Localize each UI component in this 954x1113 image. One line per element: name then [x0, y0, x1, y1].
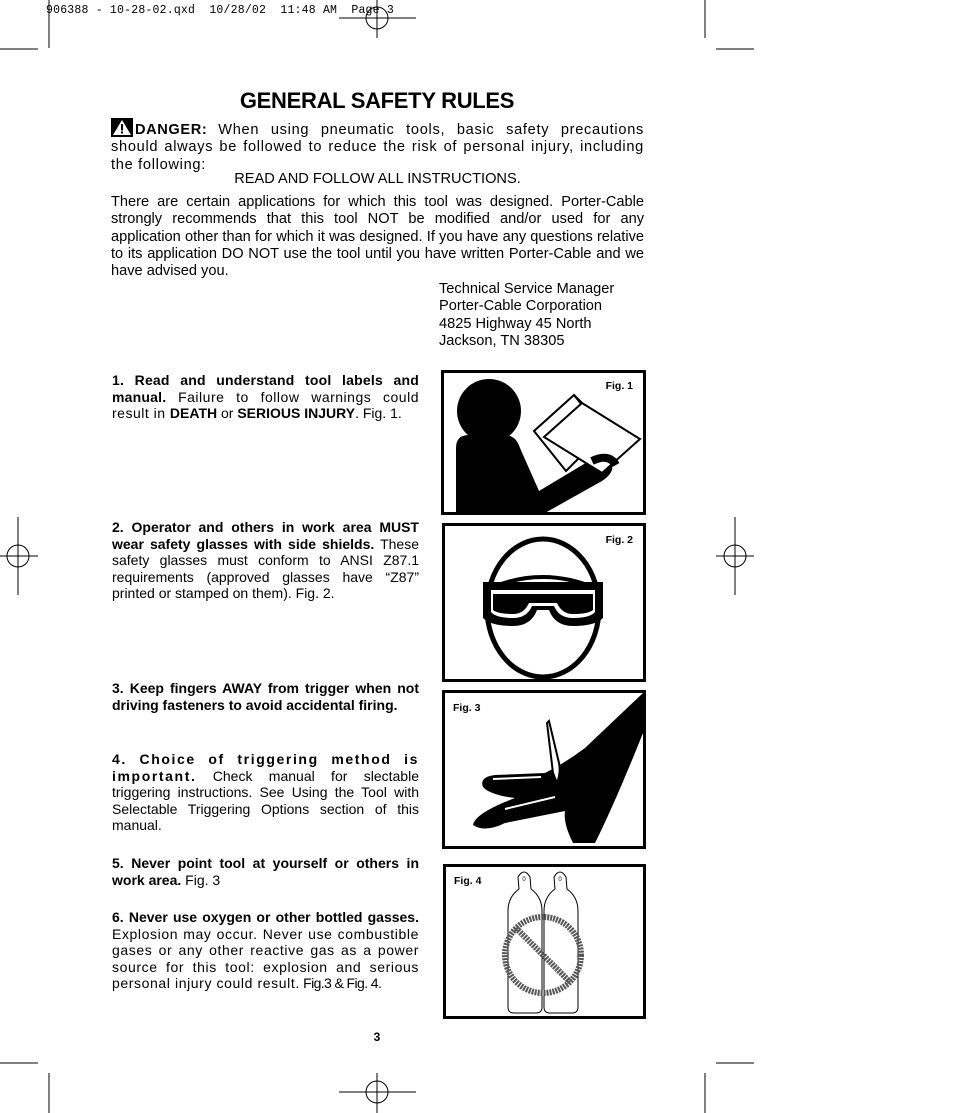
print-header: 906388 - 10-28-02.qxd 10/28/02 11:48 AM Page 3 [46, 4, 394, 17]
person-reading-manual-icon [444, 373, 643, 512]
rule-1-heading: 1. Read and understand tool labels and manual. [112, 372, 419, 405]
rule-2-number: 2 [112, 519, 120, 535]
danger-notice [111, 118, 644, 174]
rule-3-heading: 3. Keep fingers AWAY from trigger when not driving fasteners to avoid accidental firing. [112, 680, 419, 713]
rule-6-heading: 6. Never use oxygen or other bottled gasses. [112, 909, 419, 925]
gas-bottles-prohibited-icon [446, 867, 643, 1016]
contact-address [439, 281, 614, 350]
read-follow-instructions: READ AND FOLLOW ALL INSTRUCTIONS. [234, 171, 521, 187]
intro-paragraph: There are certain applications for which this tool was designed. Porter-Cable strongly recommends that this tool NOT be modified and/or used for any application other than for which it was designed. If you have any questions relative to its application DO NOT use the tool until you have written Porter-Cable and we have advised you. [111, 194, 644, 280]
rule-5-heading: 5. Never point tool at yourself or others in work area. [112, 855, 419, 888]
figure-3 [442, 690, 646, 849]
warning-triangle-icon [111, 118, 133, 137]
figure-1 [441, 370, 646, 515]
rule-4: 4. Choice of triggering method is important. Check manual for slectable triggering instructions. See Using the Tool with Selectable Triggering Options section of this manual. [112, 751, 419, 834]
rule-2: 2. Operator and others in work area MUST wear safety glasses with side shields. These safety glasses must conform to ANSI Z87.1 requirements (approved glasses have “Z87” printed or stamped on them). Fig. 2. [112, 519, 419, 602]
svg-text:0: 0 [558, 877, 562, 883]
rule-6: 6. Never use oxygen or other bottled gasses. Explosion may occur. Never use combustible gases or any other reactive gas as a power source for this tool: explosion and serious personal injury could result. Fig.3 & Fig. 4. [112, 909, 419, 992]
rule-2-heading: . Operator and others in work area MUST wear safety glasses with side shields. [112, 519, 419, 552]
hand-fastener-icon [445, 693, 643, 846]
rule-5: 5. Never point tool at yourself or others in work area. Fig. 3 [112, 855, 419, 888]
page-number: 3 [373, 1030, 381, 1044]
address-line: Porter-Cable Corporation [439, 298, 603, 315]
figure-2 [442, 523, 646, 682]
danger-text: When using pneumatic tools, basic safety precautions should always be followed to reduce the risk of personal injury, including the following: [111, 122, 645, 173]
fig-1-label: Fig. 1 [605, 380, 633, 392]
fig-2-label: Fig. 2 [605, 534, 633, 546]
page-title: GENERAL SAFETY RULES [239, 88, 515, 113]
svg-text:0: 0 [522, 877, 526, 883]
address-line: Technical Service Manager [439, 281, 615, 297]
address-line: 4825 Highway 45 North [439, 315, 592, 332]
rule-4-heading: 4. Choice of triggering method is important. [112, 751, 419, 784]
fig-4-label: Fig. 4 [454, 875, 482, 887]
address-line: Jackson, TN 38305 [439, 332, 565, 349]
rule-3 [112, 680, 419, 713]
figure-4 [443, 864, 646, 1019]
safety-glasses-face-icon [445, 526, 643, 679]
danger-label: DANGER: [135, 122, 208, 138]
rule-1: 1. Read and understand tool labels and manual. Failure to follow warnings could result in DEATH or SERIOUS INJURY. Fig. 1. [112, 372, 419, 422]
fig-3-label: Fig. 3 [453, 702, 481, 714]
